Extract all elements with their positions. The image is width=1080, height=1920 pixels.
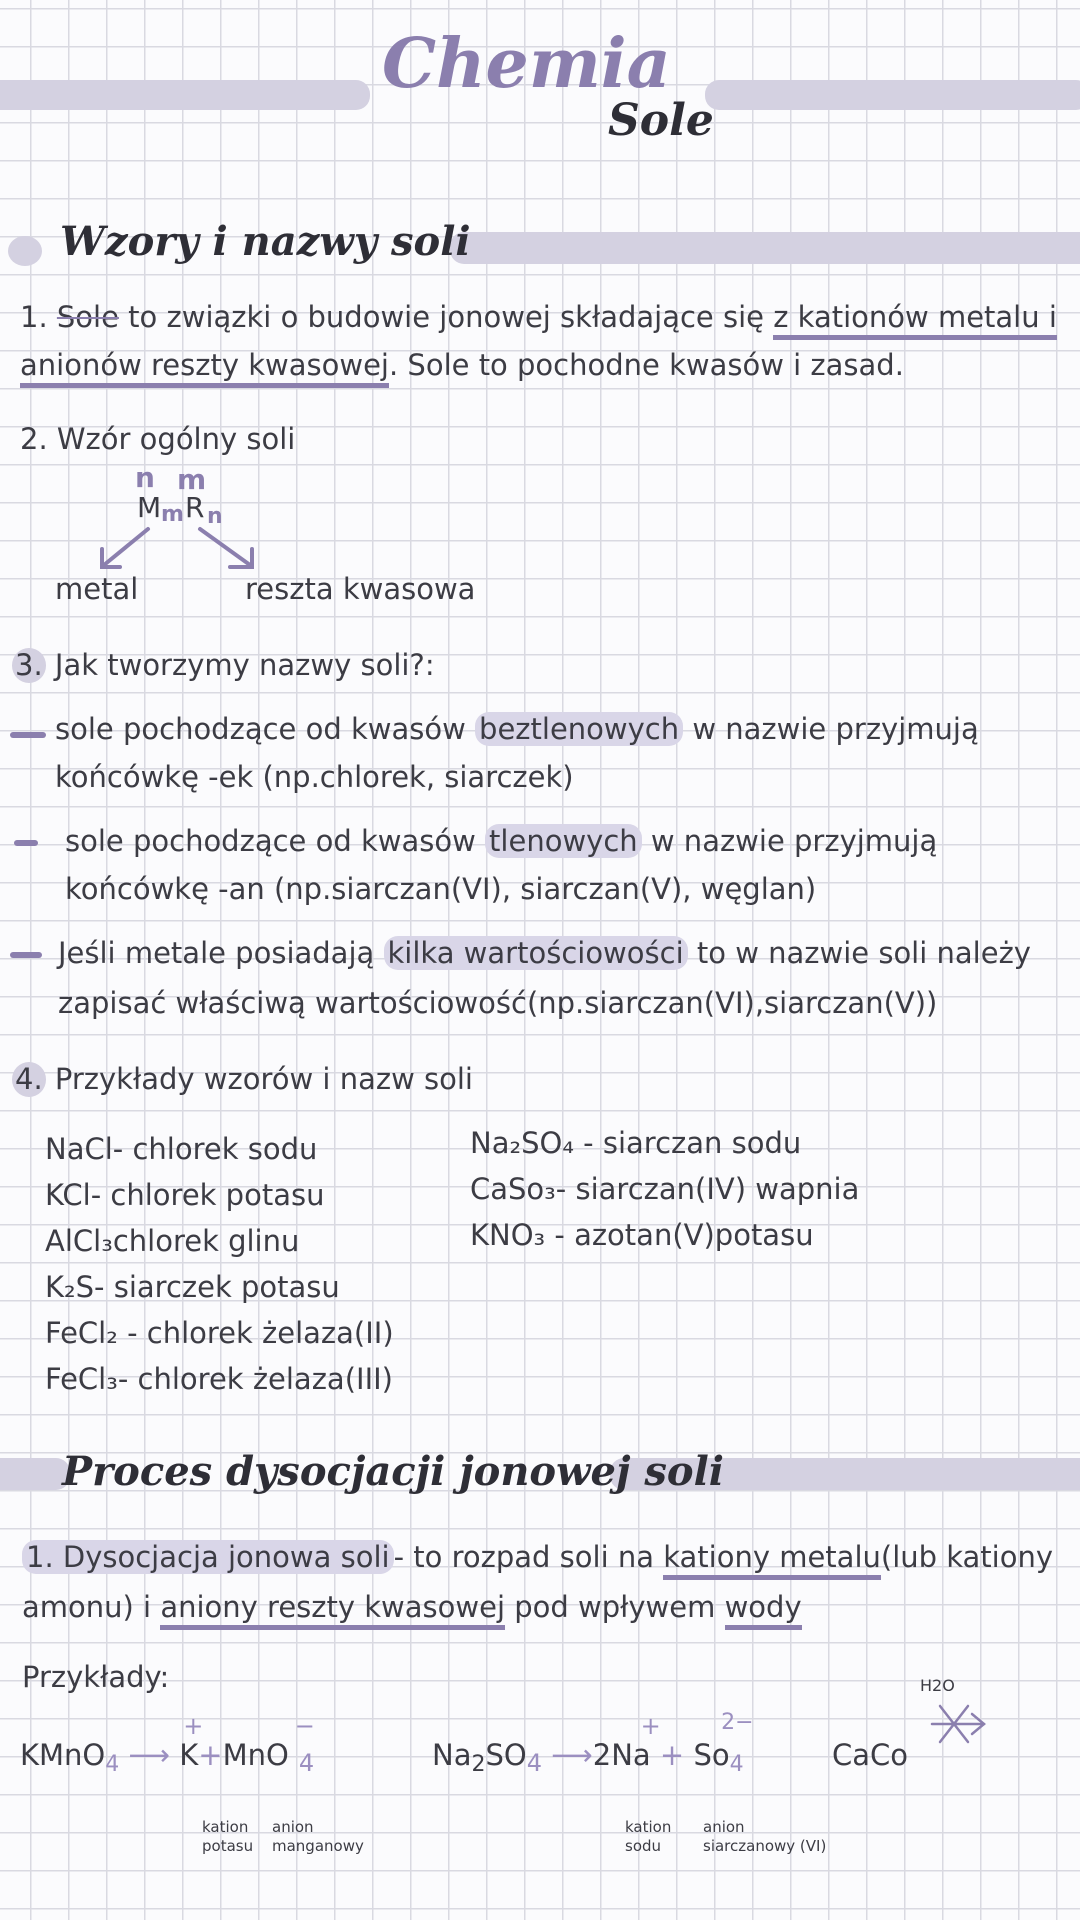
example-left-item: NaCl- chlorek sodu: [45, 1132, 318, 1166]
eq2-reactant-sub: 2: [471, 1752, 486, 1777]
eq1-anion-sub: 4: [298, 1749, 315, 1777]
eq1-plus: +: [198, 1738, 223, 1772]
example-left-item: FeCl₂ - chlorek żelaza(II): [45, 1316, 394, 1350]
s1-p1-text2: . Sole to pochodne kwasów i zasad.: [388, 348, 904, 382]
s2-p1-underlined2: aniony reszty kwasowej: [160, 1590, 505, 1630]
b2-text-a: sole pochodzące od kwasów: [65, 824, 486, 858]
example-left-item: KCl- chlorek potasu: [45, 1178, 325, 1212]
s1-p1-underlined2: anionów reszty kwasowej: [20, 348, 389, 388]
s1-p3-b3-line1: [58, 936, 1031, 971]
eq3-over-label: H2O: [920, 1676, 955, 1695]
s1-p3-num: 3.: [12, 648, 46, 683]
eq2-reactant-sub2: 4: [526, 1749, 542, 1777]
s1-p1-underlined: z kationów metalu i: [773, 300, 1057, 340]
b1-text-b: w nazwie przyjmują: [683, 712, 979, 746]
example-right-item: KNO₃ - azotan(V)potasu: [470, 1218, 814, 1252]
s2-p1-underlined3: wody: [725, 1590, 802, 1630]
example-left-item: AlCl₃chlorek glinu: [45, 1224, 300, 1258]
s1-p1-num: 1.: [20, 300, 48, 334]
b3-highlight: kilka wartościowości: [384, 936, 688, 970]
page-title: Chemia: [382, 24, 671, 104]
s2-p1-num-term: [22, 1540, 394, 1574]
label-metal: metal: [55, 572, 139, 606]
eq2-arrow-icon: ⟶: [551, 1738, 593, 1772]
s1-p3-title: [12, 648, 435, 683]
equation-2: [432, 1710, 754, 1778]
eq2-anion-sub: 4: [729, 1752, 744, 1777]
bullet-dash-3: [10, 952, 42, 958]
s1-p1-line2: [20, 348, 904, 383]
eq1-reactant: KMnO: [20, 1738, 106, 1772]
b1-text-a: sole pochodzące od kwasów: [55, 712, 476, 746]
eq3-arrow-icon: [928, 1698, 990, 1748]
eq1-caption-kation: kation potasu: [202, 1818, 254, 1855]
s1-p1-term: Sole: [56, 300, 119, 334]
b3-text-b: to w nazwie soli należy: [687, 936, 1031, 970]
equation-3: CaCo: [832, 1738, 909, 1772]
eq1-anion-wrap: [222, 1712, 315, 1772]
b2-highlight: tlenowych: [485, 824, 642, 858]
s2-p1-num: 1.: [26, 1540, 54, 1574]
s1-p2-title: 2. Wzór ogólny soli: [20, 422, 296, 456]
formula-sup-m: m: [177, 463, 207, 496]
eq1-cation-wrap: [179, 1712, 204, 1772]
eq2-anion-charge: 2−: [721, 1710, 754, 1735]
section2-bar-left: [0, 1458, 70, 1490]
label-reszta: reszta kwasowa: [245, 572, 476, 606]
s2-p1-line1: [22, 1540, 1053, 1575]
s1-p3-b2-line2: końcówkę -an (np.siarczan(VI), siarczan(V), węglan): [65, 872, 817, 906]
s1-p3-b1-line1: [55, 712, 979, 747]
eq1-arrow-icon: ⟶: [128, 1738, 171, 1772]
header-bar-left: [0, 80, 370, 110]
eq2-caption-anion: anion siarczanowy (VI): [703, 1818, 827, 1855]
bullet-dash-2: [14, 840, 38, 846]
section1-heading: Wzory i nazwy soli: [60, 218, 471, 265]
eq2-reactant-b: SO: [485, 1738, 527, 1772]
s1-p3-b2-line1: [65, 824, 937, 859]
s2-p1-term: Dysocjacja jonowa soli: [62, 1540, 390, 1574]
examples-label: Przykłady:: [22, 1660, 170, 1694]
example-left-item: FeCl₃- chlorek żelaza(III): [45, 1362, 393, 1396]
b3-text-a: Jeśli metale posiadają: [58, 936, 384, 970]
eq2-plus: +: [659, 1738, 685, 1772]
s2-p1-text4: pod wpływem: [505, 1590, 725, 1624]
eq2-anion-wrap: [693, 1710, 754, 1777]
s2-p1-text2: (lub kationy: [880, 1540, 1054, 1574]
formula-m: M: [137, 491, 162, 524]
example-right-item: CaSo₃- siarczan(IV) wapnia: [470, 1172, 860, 1206]
formula-r: R: [185, 491, 205, 524]
s1-p1-text: to związki o budowie jonowej składające się: [118, 300, 774, 334]
formula-sub-n: n: [207, 504, 223, 529]
eq2-cation-charge: +: [640, 1712, 661, 1740]
s1-p4-title-text: Przykłady wzorów i nazw soli: [45, 1062, 473, 1096]
eq1-caption-anion: anion manganowy: [272, 1818, 364, 1855]
examples-left-list: [45, 1126, 394, 1402]
s1-p3-b3-line2: zapisać właściwą wartościowość(np.siarczan(VI),siarczan(V)): [58, 986, 938, 1020]
header-bar-right: [705, 80, 1080, 110]
eq2-cation: 2Na: [592, 1738, 651, 1772]
example-right-item: Na₂SO₄ - siarczan sodu: [470, 1126, 802, 1160]
s1-p3-b1-line2: końcówkę -ek (np.chlorek, siarczek): [55, 760, 574, 794]
examples-right-list: [470, 1120, 859, 1258]
bullet-dash-1: [10, 732, 46, 738]
eq2-anion: So: [693, 1738, 730, 1772]
s2-p1-line2: [22, 1590, 802, 1625]
s1-p3-title-text: Jak tworzymy nazwy soli?:: [45, 648, 435, 682]
eq2-reactant: Na: [432, 1738, 472, 1772]
formula-sup-n: n: [135, 461, 155, 494]
equation-1: [20, 1712, 315, 1778]
s1-p1-line1: [20, 300, 1057, 335]
example-left-item: K₂S- siarczek potasu: [45, 1270, 340, 1304]
s2-p1-underlined1: kationy metalu: [663, 1540, 881, 1580]
eq1-cation: K: [179, 1738, 199, 1772]
formula-sub-m: m: [161, 502, 184, 527]
section1-bar: [450, 232, 1080, 264]
s2-p1-text: - to rozpad soli na: [393, 1540, 664, 1574]
s2-p1-text3: amonu) i: [22, 1590, 161, 1624]
s1-p4-title: [12, 1062, 473, 1097]
eq2-caption-kation: kation sodu: [625, 1818, 672, 1855]
eq1-reactant-sub: 4: [105, 1752, 120, 1777]
heading-dot: [8, 236, 42, 266]
page-subtitle: Sole: [608, 95, 714, 146]
eq2-cation-wrap: [592, 1712, 661, 1772]
eq1-cation-charge: +: [183, 1712, 204, 1740]
b1-highlight: beztlenowych: [475, 712, 683, 746]
section2-heading: Proces dysocjacji jonowej soli: [62, 1448, 724, 1495]
b2-text-b: w nazwie przyjmują: [641, 824, 938, 858]
eq1-anion-charge: −: [294, 1712, 315, 1740]
formula-arrows-icon: [90, 525, 270, 575]
eq1-anion: MnO: [222, 1738, 289, 1772]
s1-p4-num: 4.: [12, 1062, 46, 1097]
